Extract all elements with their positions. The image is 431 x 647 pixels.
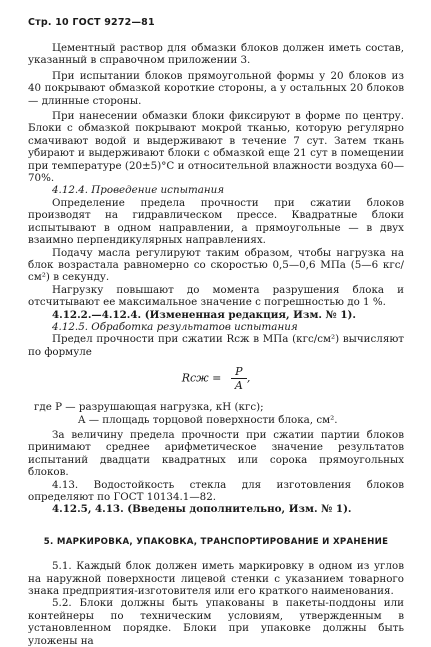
paragraph: Подачу масла регулируют таким образом, чтобы нагрузка на блок возрастала равномерно со скоростью 0,5—0,6 МПа (5—6 кгс/см²) в секунду. <box>28 246 404 284</box>
paragraph: 5.1. Каждый блок должен иметь маркировку в одном из углов на наружной поверхности лицевой стенки с указанием товарного знака предприятия-изготовителя или его краткого наименования. <box>28 560 404 598</box>
paragraph: За величину предела прочности при сжатии партии блоков принимают среднее арифметическое значение результатов испытаний двадцати квадратных или сорока прямоугольных блоков. <box>28 428 404 479</box>
paragraph: Нагрузку повышают до момента разрушения блока и отсчитывают ее максимальное значение с погрешностью до 1 %. <box>28 283 404 309</box>
subsection-heading: 4.12.4. Проведение испытания <box>52 184 225 197</box>
amendment-note: 4.12.5, 4.13. (Введены дополнительно, Изм. № 1). <box>52 503 352 516</box>
paragraph: 4.13. Водостойкость стекла для изготовления блоков определяют по ГОСТ 10134.1—82. <box>28 478 404 503</box>
amendment-note: 4.12.2.—4.12.4. (Измененная редакция, Изм. № 1). <box>52 308 356 321</box>
document-body <box>28 42 404 647</box>
formula-end: , <box>246 371 251 385</box>
subsection-heading: 4.12.5. Обработка результатов испытания <box>52 320 298 333</box>
formula-numerator: P <box>231 365 247 379</box>
section-title: 5. МАРКИРОВКА, УПАКОВКА, ТРАНСПОРТИРОВАНИЕ И ХРАНЕНИЕ <box>43 536 389 547</box>
paragraph: При испытании блоков прямоугольной формы у 20 блоков из 40 покрывают обмазкой короткие стороны, а у остальных 20 блоков — длинные стороны. <box>28 69 404 107</box>
page-header: Стр. 10 ГОСТ 9272—81 <box>28 17 155 28</box>
paragraph: 5.2. Блоки должны быть упакованы в пакеты-поддоны или контейнеры по техническим условиям, утвержденным в установленном порядке. Блоки при упаковке должны быть уложены на <box>28 597 404 647</box>
formula-denominator: A <box>234 379 243 393</box>
formula-fraction <box>231 365 247 392</box>
paragraph: Определение предела прочности при сжатии блоков производят на гидравлическом прессе. Квадратные блоки испытывают в одном направлении, а прямоугольные — в двух взаимно перпендикулярных направлениях. <box>28 196 404 247</box>
paragraph: Цементный раствор для обмазки блоков должен иметь состав, указанный в справочном приложении 3. <box>28 42 404 67</box>
paragraph: Предел прочности при сжатии Rсж в МПа (кгс/см²) вычисляют по формуле <box>28 333 404 358</box>
formula <box>28 365 404 392</box>
paragraph: При нанесении обмазки блоки фиксируют в форме по центру. Блоки с обмазкой покрывают мокрой тканью, которую регулярно смачивают водой и выдерживают в течение 7 сут. Затем ткань убирают и выдерживают блоки с обмазкой еще 21 сут в помещении при температуре (20±5)°С и относительной влажности воздуха 60—70%. <box>28 110 404 185</box>
formula-lhs: Rсж = <box>181 371 222 385</box>
formula-legend-line: A — площадь торцовой поверхности блока, см². <box>78 413 338 426</box>
formula-legend-line: где P — разрушающая нагрузка, кН (кгс); <box>34 401 264 414</box>
